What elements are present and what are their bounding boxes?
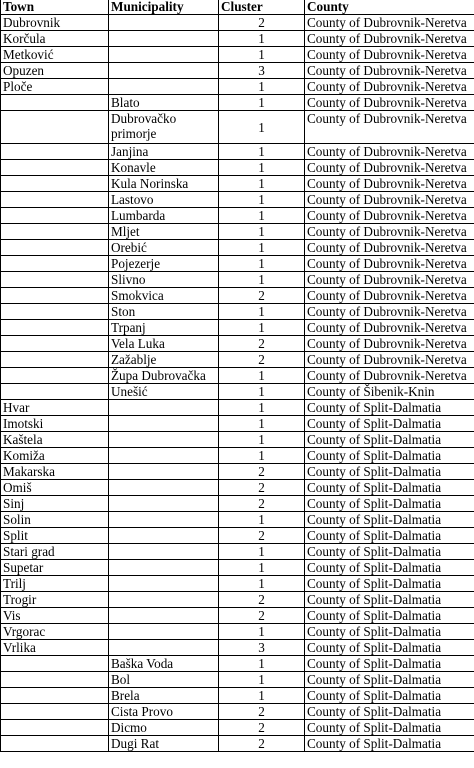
county-cell: County of Dubrovnik-Neretva	[305, 63, 474, 79]
table-row	[1, 704, 474, 720]
municipality-cell: Orebić	[109, 240, 219, 256]
county-cell: County of Split-Dalmatia	[305, 720, 474, 736]
municipality-cell: Dicmo	[109, 720, 219, 736]
cluster-cell: 2	[219, 528, 305, 544]
county-cell: County of Dubrovnik-Neretva	[305, 240, 474, 256]
municipality-cell: Konavle	[109, 160, 219, 176]
county-cell: County of Dubrovnik-Neretva	[305, 352, 474, 368]
county-cell: County of Split-Dalmatia	[305, 480, 474, 496]
municipality-cell: Baška Voda	[109, 656, 219, 672]
municipality-cell	[109, 480, 219, 496]
county-cell: County of Split-Dalmatia	[305, 608, 474, 624]
table-row	[1, 544, 474, 560]
municipality-cell: Pojezerje	[109, 256, 219, 272]
county-cell: County of Dubrovnik-Neretva	[305, 208, 474, 224]
cluster-cell: 1	[219, 79, 305, 95]
municipality-cell: Trpanj	[109, 320, 219, 336]
table-row	[1, 144, 474, 160]
county-cell: County of Split-Dalmatia	[305, 560, 474, 576]
town-cell	[1, 256, 109, 272]
municipality-cell	[109, 448, 219, 464]
cluster-cell: 1	[219, 240, 305, 256]
table-row	[1, 560, 474, 576]
county-cell: County of Dubrovnik-Neretva	[305, 320, 474, 336]
county-cell: County of Dubrovnik-Neretva	[305, 111, 474, 144]
municipality-cell: Ston	[109, 304, 219, 320]
municipality-cell: Janjina	[109, 144, 219, 160]
town-cell: Komiža	[1, 448, 109, 464]
cluster-cell: 2	[219, 480, 305, 496]
table-row	[1, 160, 474, 176]
town-cell: Vrgorac	[1, 624, 109, 640]
cluster-cell: 1	[219, 448, 305, 464]
county-cell: County of Split-Dalmatia	[305, 464, 474, 480]
county-cell: County of Dubrovnik-Neretva	[305, 192, 474, 208]
cluster-cell: 2	[219, 288, 305, 304]
county-cell: County of Dubrovnik-Neretva	[305, 256, 474, 272]
municipality-cell: Mljet	[109, 224, 219, 240]
municipality-cell: Lumbarda	[109, 208, 219, 224]
cluster-cell: 2	[219, 336, 305, 352]
town-cell	[1, 240, 109, 256]
table-row	[1, 608, 474, 624]
county-cell: County of Dubrovnik-Neretva	[305, 176, 474, 192]
cluster-cell: 1	[219, 688, 305, 704]
town-cell: Stari grad	[1, 544, 109, 560]
town-cell: Trogir	[1, 592, 109, 608]
cluster-cell: 1	[219, 272, 305, 288]
municipality-cell	[109, 400, 219, 416]
municipality-cell	[109, 15, 219, 31]
table-row	[1, 624, 474, 640]
county-cell: County of Dubrovnik-Neretva	[305, 15, 474, 31]
cluster-cell: 1	[219, 224, 305, 240]
municipality-cell	[109, 496, 219, 512]
municipality-cell	[109, 63, 219, 79]
municipality-cell: Dugi Rat	[109, 736, 219, 752]
cluster-cell: 2	[219, 592, 305, 608]
town-cell	[1, 160, 109, 176]
town-cell: Omiš	[1, 480, 109, 496]
cluster-cell: 1	[219, 512, 305, 528]
cluster-cell: 1	[219, 31, 305, 47]
table-row	[1, 672, 474, 688]
town-cell: Sinj	[1, 496, 109, 512]
county-cell: County of Split-Dalmatia	[305, 528, 474, 544]
table-row	[1, 320, 474, 336]
table-header	[1, 0, 474, 15]
cluster-cell: 1	[219, 144, 305, 160]
cluster-cell: 1	[219, 368, 305, 384]
municipality-cell	[109, 528, 219, 544]
table-row	[1, 448, 474, 464]
municipality-cell: Zažablje	[109, 352, 219, 368]
cluster-cell: 2	[219, 720, 305, 736]
cluster-cell: 2	[219, 464, 305, 480]
municipality-cell: Brela	[109, 688, 219, 704]
table-row	[1, 384, 474, 400]
table-row	[1, 79, 474, 95]
municipality-cell	[109, 512, 219, 528]
town-cell	[1, 111, 109, 144]
municipality-cell	[109, 624, 219, 640]
town-cell: Dubrovnik	[1, 15, 109, 31]
county-cell: County of Split-Dalmatia	[305, 656, 474, 672]
town-cell	[1, 656, 109, 672]
cluster-cell: 1	[219, 176, 305, 192]
county-cell: County of Dubrovnik-Neretva	[305, 224, 474, 240]
table-row	[1, 240, 474, 256]
town-cell	[1, 192, 109, 208]
table-row	[1, 576, 474, 592]
municipality-cell	[109, 432, 219, 448]
table-row	[1, 272, 474, 288]
municipality-cell: Župa Dubrovačka	[109, 368, 219, 384]
town-cell: Vis	[1, 608, 109, 624]
county-cell: County of Split-Dalmatia	[305, 416, 474, 432]
county-cell: County of Split-Dalmatia	[305, 544, 474, 560]
cluster-cell: 2	[219, 496, 305, 512]
county-cell: County of Dubrovnik-Neretva	[305, 336, 474, 352]
table-row	[1, 512, 474, 528]
town-cell	[1, 352, 109, 368]
town-cell	[1, 336, 109, 352]
cluster-cell: 1	[219, 400, 305, 416]
cluster-cell: 3	[219, 640, 305, 656]
county-cell: County of Split-Dalmatia	[305, 592, 474, 608]
municipality-cell: Cista Provo	[109, 704, 219, 720]
county-cell: County of Split-Dalmatia	[305, 576, 474, 592]
town-cell	[1, 176, 109, 192]
municipality-cell: Vela Luka	[109, 336, 219, 352]
town-cell: Trilj	[1, 576, 109, 592]
cluster-cell: 1	[219, 160, 305, 176]
county-cell: County of Split-Dalmatia	[305, 496, 474, 512]
table-row	[1, 640, 474, 656]
table-row	[1, 47, 474, 63]
municipality-cell	[109, 464, 219, 480]
municipality-cell: Blato	[109, 95, 219, 111]
municipality-cell: Smokvica	[109, 288, 219, 304]
county-cell: County of Split-Dalmatia	[305, 672, 474, 688]
header-town: Town	[1, 0, 109, 15]
municipality-cell	[109, 416, 219, 432]
town-cell: Hvar	[1, 400, 109, 416]
municipality-cell	[109, 544, 219, 560]
table-row	[1, 480, 474, 496]
county-cell: County of Dubrovnik-Neretva	[305, 288, 474, 304]
header-municipality: Municipality	[109, 0, 219, 15]
municipality-cell: Kula Norinska	[109, 176, 219, 192]
town-cell: Imotski	[1, 416, 109, 432]
header-county: County	[305, 0, 474, 15]
municipality-cell	[109, 79, 219, 95]
municipality-cell	[109, 560, 219, 576]
county-cell: County of Split-Dalmatia	[305, 624, 474, 640]
table-row	[1, 688, 474, 704]
municipality-cell: Unešić	[109, 384, 219, 400]
town-cell: Split	[1, 528, 109, 544]
town-cell	[1, 224, 109, 240]
cluster-cell: 2	[219, 704, 305, 720]
town-cell: Metković	[1, 47, 109, 63]
cluster-cell: 1	[219, 304, 305, 320]
county-cell: County of Split-Dalmatia	[305, 640, 474, 656]
town-cell	[1, 320, 109, 336]
table-row	[1, 256, 474, 272]
town-cell	[1, 288, 109, 304]
county-cell: County of Dubrovnik-Neretva	[305, 79, 474, 95]
table-row	[1, 63, 474, 79]
municipality-cell: Bol	[109, 672, 219, 688]
table-row	[1, 464, 474, 480]
table-row	[1, 192, 474, 208]
cluster-cell: 2	[219, 736, 305, 752]
municipality-cell: Slivno	[109, 272, 219, 288]
table-row	[1, 432, 474, 448]
cluster-cell: 1	[219, 256, 305, 272]
table-row	[1, 31, 474, 47]
table-row	[1, 288, 474, 304]
county-cell: County of Split-Dalmatia	[305, 448, 474, 464]
town-cell: Kaštela	[1, 432, 109, 448]
municipality-cell	[109, 640, 219, 656]
town-cell	[1, 672, 109, 688]
cluster-cell: 1	[219, 320, 305, 336]
table-row	[1, 15, 474, 31]
county-cell: County of Split-Dalmatia	[305, 704, 474, 720]
table-row	[1, 656, 474, 672]
table-row	[1, 592, 474, 608]
town-cell	[1, 736, 109, 752]
cluster-cell: 1	[219, 544, 305, 560]
header-cluster: Cluster	[219, 0, 305, 15]
county-cell: County of Split-Dalmatia	[305, 688, 474, 704]
county-cell: County of Dubrovnik-Neretva	[305, 272, 474, 288]
table-row	[1, 400, 474, 416]
cluster-cell: 1	[219, 576, 305, 592]
town-cell: Vrlika	[1, 640, 109, 656]
town-cell	[1, 384, 109, 400]
table-body	[1, 15, 474, 752]
county-cell: County of Split-Dalmatia	[305, 400, 474, 416]
cluster-cell: 1	[219, 384, 305, 400]
cluster-cell: 3	[219, 63, 305, 79]
town-cell	[1, 720, 109, 736]
county-cell: County of Dubrovnik-Neretva	[305, 47, 474, 63]
cluster-cell: 1	[219, 672, 305, 688]
table-row	[1, 368, 474, 384]
table-row	[1, 352, 474, 368]
municipality-cell	[109, 47, 219, 63]
cluster-cell: 1	[219, 111, 305, 144]
town-cell	[1, 704, 109, 720]
cluster-cell: 1	[219, 208, 305, 224]
county-cell: County of Dubrovnik-Neretva	[305, 368, 474, 384]
county-cell: County of Split-Dalmatia	[305, 736, 474, 752]
town-cell	[1, 144, 109, 160]
county-cell: County of Split-Dalmatia	[305, 512, 474, 528]
county-cell: County of Dubrovnik-Neretva	[305, 304, 474, 320]
town-cell	[1, 208, 109, 224]
town-cell	[1, 95, 109, 111]
cluster-cell: 2	[219, 15, 305, 31]
county-cell: County of Dubrovnik-Neretva	[305, 160, 474, 176]
cluster-cell: 1	[219, 416, 305, 432]
municipality-cell	[109, 608, 219, 624]
town-cell: Ploče	[1, 79, 109, 95]
table-row	[1, 528, 474, 544]
cluster-cell: 1	[219, 560, 305, 576]
header-row	[1, 0, 474, 15]
town-cell: Supetar	[1, 560, 109, 576]
table-row	[1, 208, 474, 224]
cluster-cell: 1	[219, 624, 305, 640]
town-cell: Opuzen	[1, 63, 109, 79]
municipality-cell: Lastovo	[109, 192, 219, 208]
table-row	[1, 416, 474, 432]
county-cell: County of Split-Dalmatia	[305, 432, 474, 448]
cluster-cell: 1	[219, 656, 305, 672]
town-cell	[1, 368, 109, 384]
table-row	[1, 736, 474, 752]
town-cell: Makarska	[1, 464, 109, 480]
table-row	[1, 304, 474, 320]
cluster-cell: 1	[219, 95, 305, 111]
table-row	[1, 720, 474, 736]
town-cell	[1, 688, 109, 704]
county-cell: County of Šibenik-Knin	[305, 384, 474, 400]
cluster-cell: 1	[219, 192, 305, 208]
cluster-cell: 2	[219, 608, 305, 624]
municipality-cell: Dubrovačko primorje	[109, 111, 219, 144]
county-cell: County of Dubrovnik-Neretva	[305, 95, 474, 111]
cluster-cell: 2	[219, 352, 305, 368]
county-cell: County of Dubrovnik-Neretva	[305, 144, 474, 160]
municipality-cell	[109, 576, 219, 592]
municipality-cell	[109, 31, 219, 47]
town-cell: Korčula	[1, 31, 109, 47]
table-row	[1, 336, 474, 352]
cluster-cell: 1	[219, 47, 305, 63]
table-row	[1, 95, 474, 111]
table-row	[1, 176, 474, 192]
table-row	[1, 224, 474, 240]
town-cell	[1, 304, 109, 320]
town-cell	[1, 272, 109, 288]
cluster-cell: 1	[219, 432, 305, 448]
county-cell: County of Dubrovnik-Neretva	[305, 31, 474, 47]
table-row	[1, 111, 474, 144]
table-row	[1, 496, 474, 512]
municipality-cell	[109, 592, 219, 608]
town-cell: Solin	[1, 512, 109, 528]
